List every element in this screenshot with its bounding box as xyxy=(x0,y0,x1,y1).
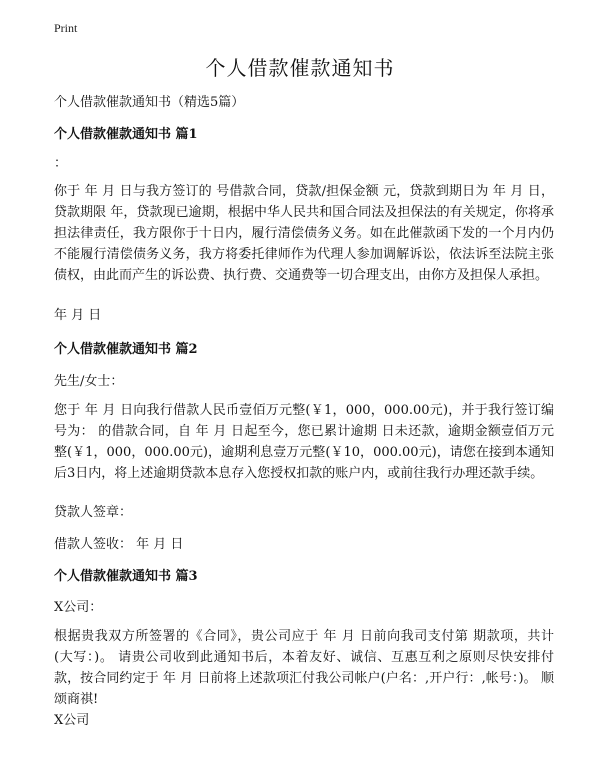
section1-heading: 个人借款催款通知书 篇1 xyxy=(54,127,198,142)
section2-heading: 个人借款催款通知书 篇2 xyxy=(54,342,198,357)
section2-lender-sign: 贷款人签章： xyxy=(54,505,133,520)
section2-salutation: 先生/女士： xyxy=(54,374,124,389)
document-title: 个人借款催款通知书 xyxy=(205,56,395,80)
section3-salutation: X公司： xyxy=(54,600,103,615)
section1-date: 年 月 日 xyxy=(54,308,102,323)
document-subtitle: 个人借款催款通知书（精选5篇） xyxy=(54,95,245,110)
section3-heading: 个人借款催款通知书 篇3 xyxy=(54,569,198,584)
print-link[interactable]: Print xyxy=(54,21,78,35)
section2-borrower-sign: 借款人签收： 年 月 日 xyxy=(54,537,184,552)
section1-salutation: ： xyxy=(54,156,68,171)
section3-body: 根据贵我双方所签署的《合同》，贵公司应于 年 月 日前向我司支付第 期款项，共计 (大写：)。 请贵公司收到此通知书后，本着友好、诚信、互惠互利之原则尽快安排付款，按合同约定于 年 月 日前将上述款项汇付我公司帐户(户名：,开户行：,帐号：)。 顺颂商祺! xyxy=(54,629,554,707)
section1-body: 你于 年 月 日与我方签订的 号借款合同，贷款/担保金额 元，贷款到期日为 年 月 日，贷款期限 年，贷款现已逾期，根据中华人民共和国合同法及担保法的有关规定，你将承担法律责任，我方限你于十日内，履行清偿债务义务。如在此催款函下发的一个月内仍不能履行清偿债务义务，我方将委托律师作为代理人参加调解诉讼，依法诉至法院主张债权，由此而产生的诉讼费、执行费、交通费等一切合理支出，由你方及担保人承担。 xyxy=(54,184,554,283)
section3-signature: X公司 xyxy=(54,713,90,728)
section2-body: 您于 年 月 日向我行借款人民币壹佰万元整(￥1，000，000.00元)，并于我行签订编号为： 的借款合同，自 年 月 日起至今，您已累计逾期 日未还款，逾期金额壹佰万元整(￥1，000，000.00元)，逾期利息壹万元整(￥10，000.00元)，请您在接到本通知后3日内，将上述逾期贷款本息存入您授权扣款的账户内，或前往我行办理还款手续。 xyxy=(54,403,554,481)
